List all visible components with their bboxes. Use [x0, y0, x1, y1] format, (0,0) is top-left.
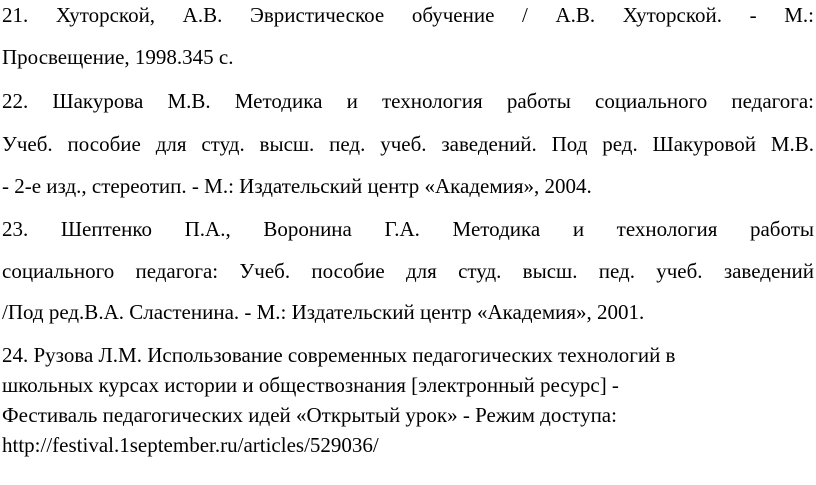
reference-23-line-1: 23. Шептенко П.А., Воронина Г.А. Методика и технология работы	[2, 217, 814, 241]
reference-21-line-1: 21. Хуторской, А.В. Эвристическое обучение / А.В. Хуторской. - М.:	[2, 3, 814, 27]
reference-21-line-2: Просвещение, 1998.345 с.	[2, 45, 234, 69]
reference-22-line-1: 22. Шакурова М.В. Методика и технология работы социального педагога:	[2, 89, 814, 113]
reference-24-line-2: школьных курсах истории и обществознания [электронный ресурс] -	[2, 373, 619, 397]
reference-23-line-3: /Под ред.В.А. Сластенина. - М.: Издательский центр «Академия», 2001.	[2, 300, 645, 324]
reference-22-line-3: - 2-е изд., стереотип. - М.: Издательский центр «Академия», 2004.	[2, 174, 592, 198]
reference-24-line-1: 24. Рузова Л.М. Использование современных педагогических технологий в	[2, 343, 676, 367]
reference-24-line-3: Фестиваль педагогических идей «Открытый урок» - Режим доступа:	[2, 403, 617, 427]
reference-23-line-2: социального педагога: Учеб. пособие для студ. высш. пед. учеб. заведений	[2, 259, 814, 283]
reference-24-url: http://festival.1september.ru/articles/529036/	[2, 433, 379, 457]
reference-22-line-2: Учеб. пособие для студ. высш. пед. учеб. заведений. Под ред. Шакуровой М.В.	[2, 132, 814, 156]
